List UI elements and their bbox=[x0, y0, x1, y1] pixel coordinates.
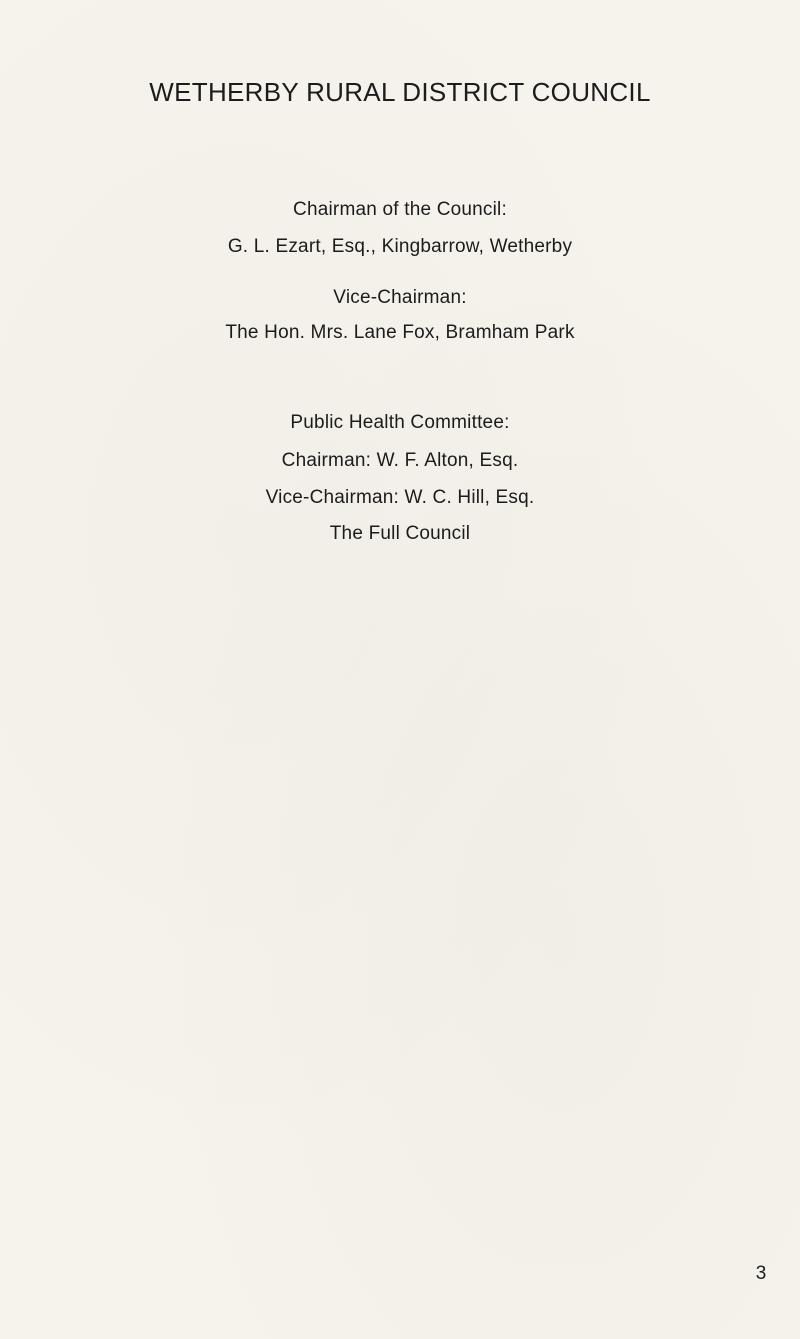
council-chairman-name: G. L. Ezart, Esq., Kingbarrow, Wetherby bbox=[227, 236, 573, 257]
council-vice-chairman-name: The Hon. Mrs. Lane Fox, Bramham Park bbox=[225, 322, 575, 343]
committee-members: The Full Council bbox=[329, 523, 471, 544]
council-vice-chairman-heading: Vice-Chairman: bbox=[333, 287, 467, 308]
committee-heading: Public Health Committee: bbox=[290, 412, 510, 433]
committee-vice-chairman: Vice-Chairman: W. C. Hill, Esq. bbox=[265, 487, 535, 508]
page-number: 3 bbox=[755, 1263, 767, 1284]
committee-chairman: Chairman: W. F. Alton, Esq. bbox=[281, 450, 519, 471]
council-chairman-heading: Chairman of the Council: bbox=[293, 199, 507, 220]
page-title: WETHERBY RURAL DISTRICT COUNCIL bbox=[149, 77, 651, 107]
